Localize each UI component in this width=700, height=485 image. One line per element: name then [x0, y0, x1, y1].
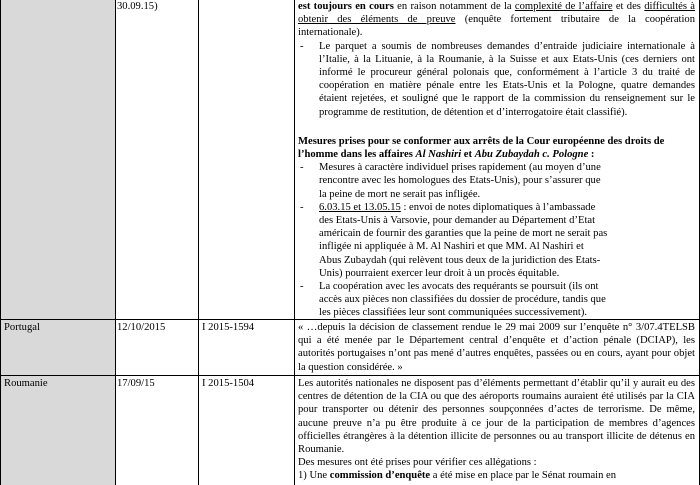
measures-heading-case-1: Al Nashiri [415, 149, 462, 161]
status-underline-2: difficultés à obtenir des éléments de preuve [298, 1, 696, 26]
measure-item-3 [298, 280, 608, 320]
measure-text-1: Mesures à caractère individuel prises rapidement (au moyen d’une rencontre avec les homologues des Etats-Unis), pour s’assurer que la peine de mort ne serait pas infligée. [319, 162, 601, 200]
row0-date-cell [117, 0, 195, 13]
country-column-shading [0, 0, 115, 485]
measures-heading-bold-3: : [588, 149, 595, 161]
measure-text-3: La coopération avec les avocats des requérants se poursuit (ils ont accès aux pièces non classifiées du dossier de procédure, tandis que les pièces classifiées leur sont communiquées successivement). [319, 281, 606, 319]
table-left-border [0, 0, 1, 485]
roumanie-paragraph-2: Des mesures ont été prises pour vérifier ces allégations : [298, 457, 537, 469]
status-bold: est toujours en cours [298, 1, 394, 12]
roumanie-ref-cell [202, 377, 292, 390]
roumanie-paragraph-1: Les autorités nationales ne disposent pas d’éléments permettant d’établir qu’il y aurait eu des centres de détention de la CIA ou que des aéroports roumains auraient été utilisés par la CIA pour transporter ou détenir des personnes soupçonnées d’actes de terrorisme. De même, aucune preuve n’a pu être produite à ce jour de la participation de membres d’agences officielles étrangères à la détention illicite de personnes ou au transport illicite de détenus en Roumanie. [298, 378, 695, 456]
portugal-ref-cell [202, 321, 292, 334]
roumanie-p3-number: 1) Une [298, 470, 330, 482]
status-text-1: en raison notamment de la [393, 1, 515, 12]
roumanie-p3-rest: a été mise en place par le Sénat roumain en [430, 470, 617, 482]
portugal-country-cell [4, 321, 112, 334]
portugal-country: Portugal [4, 322, 40, 333]
list-dash: - [300, 40, 304, 52]
list-dash: - [300, 162, 304, 174]
list-dash: - [300, 281, 304, 293]
portugal-text-cell [298, 321, 695, 374]
roumanie-country-cell [4, 377, 112, 390]
row0-status-paragraph [298, 0, 695, 40]
roumanie-p3-bold: commission d’enquête [329, 470, 431, 482]
status-underline-1: complexité de l’affaire [514, 1, 613, 12]
measures-heading-bold-1: Mesures prises pour se conformer aux arrêts de la Cour européenne des droits de l’homme dans les affaires [298, 135, 665, 161]
portugal-date-cell [117, 321, 195, 334]
roumanie-paragraph-3 [298, 469, 695, 482]
row0-date: 30.09.15) [117, 1, 158, 12]
list-item-mutual-assistance [298, 40, 695, 119]
row-divider-roumanie [0, 375, 700, 376]
measures-list [298, 161, 608, 319]
roumanie-text-cell [298, 377, 695, 483]
measures-heading [298, 135, 695, 161]
status-text-2: et des [612, 1, 645, 12]
measure-text-2: : envoi de notes diplomatiques à l’ambassade des Etats-Unis à Varsovie, pour demander au Département d’Etat américain de fournir des garanties que la peine de mort ne serait pas infligée ni appliquée à M. Al Nashiri et que MM. Al Nashiri et Abus Zubaydah (qui relèvent tous deux de la juridiction des Etats-Unis) pourraient exercer leur droit à un procès équitable. [319, 201, 608, 279]
measure-date: 6.03.15 et 13.05.15 [319, 201, 401, 213]
measures-heading-case-2: Abu Zubaydah c. Pologne [474, 149, 589, 161]
measures-heading-bold-2: et [461, 149, 475, 161]
row0-text-cell [298, 0, 695, 320]
portugal-text: « …depuis la décision de classement rendue le 29 mai 2009 sur l’enquête n° 3/07.4TELSB qui a été menée par le Département central d’enquête et d’action pénale (DCIAP), les autorités portugaises n’ont pas mené d’autres enquêtes, passées ou en cours, ayant pour objet la question considérée. » [298, 322, 695, 373]
roumanie-date: 17/09/15 [117, 378, 155, 389]
roumanie-date-cell [117, 377, 195, 390]
measure-item-2 [298, 201, 608, 280]
portugal-ref: I 2015-1594 [202, 322, 255, 333]
roumanie-country: Roumanie [4, 378, 48, 389]
list-dash: - [300, 201, 304, 213]
portugal-date: 12/10/2015 [117, 322, 166, 333]
column-divider-1 [115, 0, 116, 485]
column-divider-2 [198, 0, 199, 485]
column-divider-3 [294, 0, 295, 485]
measure-item-1 [298, 161, 608, 201]
list-item-text: Le parquet a soumis de nombreuses demandes d’entraide judiciaire internationale à l’Italie, à la Lituanie, à la Roumanie, à la Suisse et aux Etats-Unis (ces derniers ont informé le procureur général polonais que, conformément à l’article 3 du traité de coopération en matière pénale entre les Etats-Unis et la Pologne, quatre demandes étaient rejetées, et souligné que le rapport de la commission du renseignement sur le programme de restitution, de détention et d’interrogatoire était classifié). [319, 40, 695, 118]
status-text-3: (enquête fortement tributaire de la coopération internationale). [298, 14, 695, 39]
roumanie-ref: I 2015-1504 [202, 378, 255, 389]
